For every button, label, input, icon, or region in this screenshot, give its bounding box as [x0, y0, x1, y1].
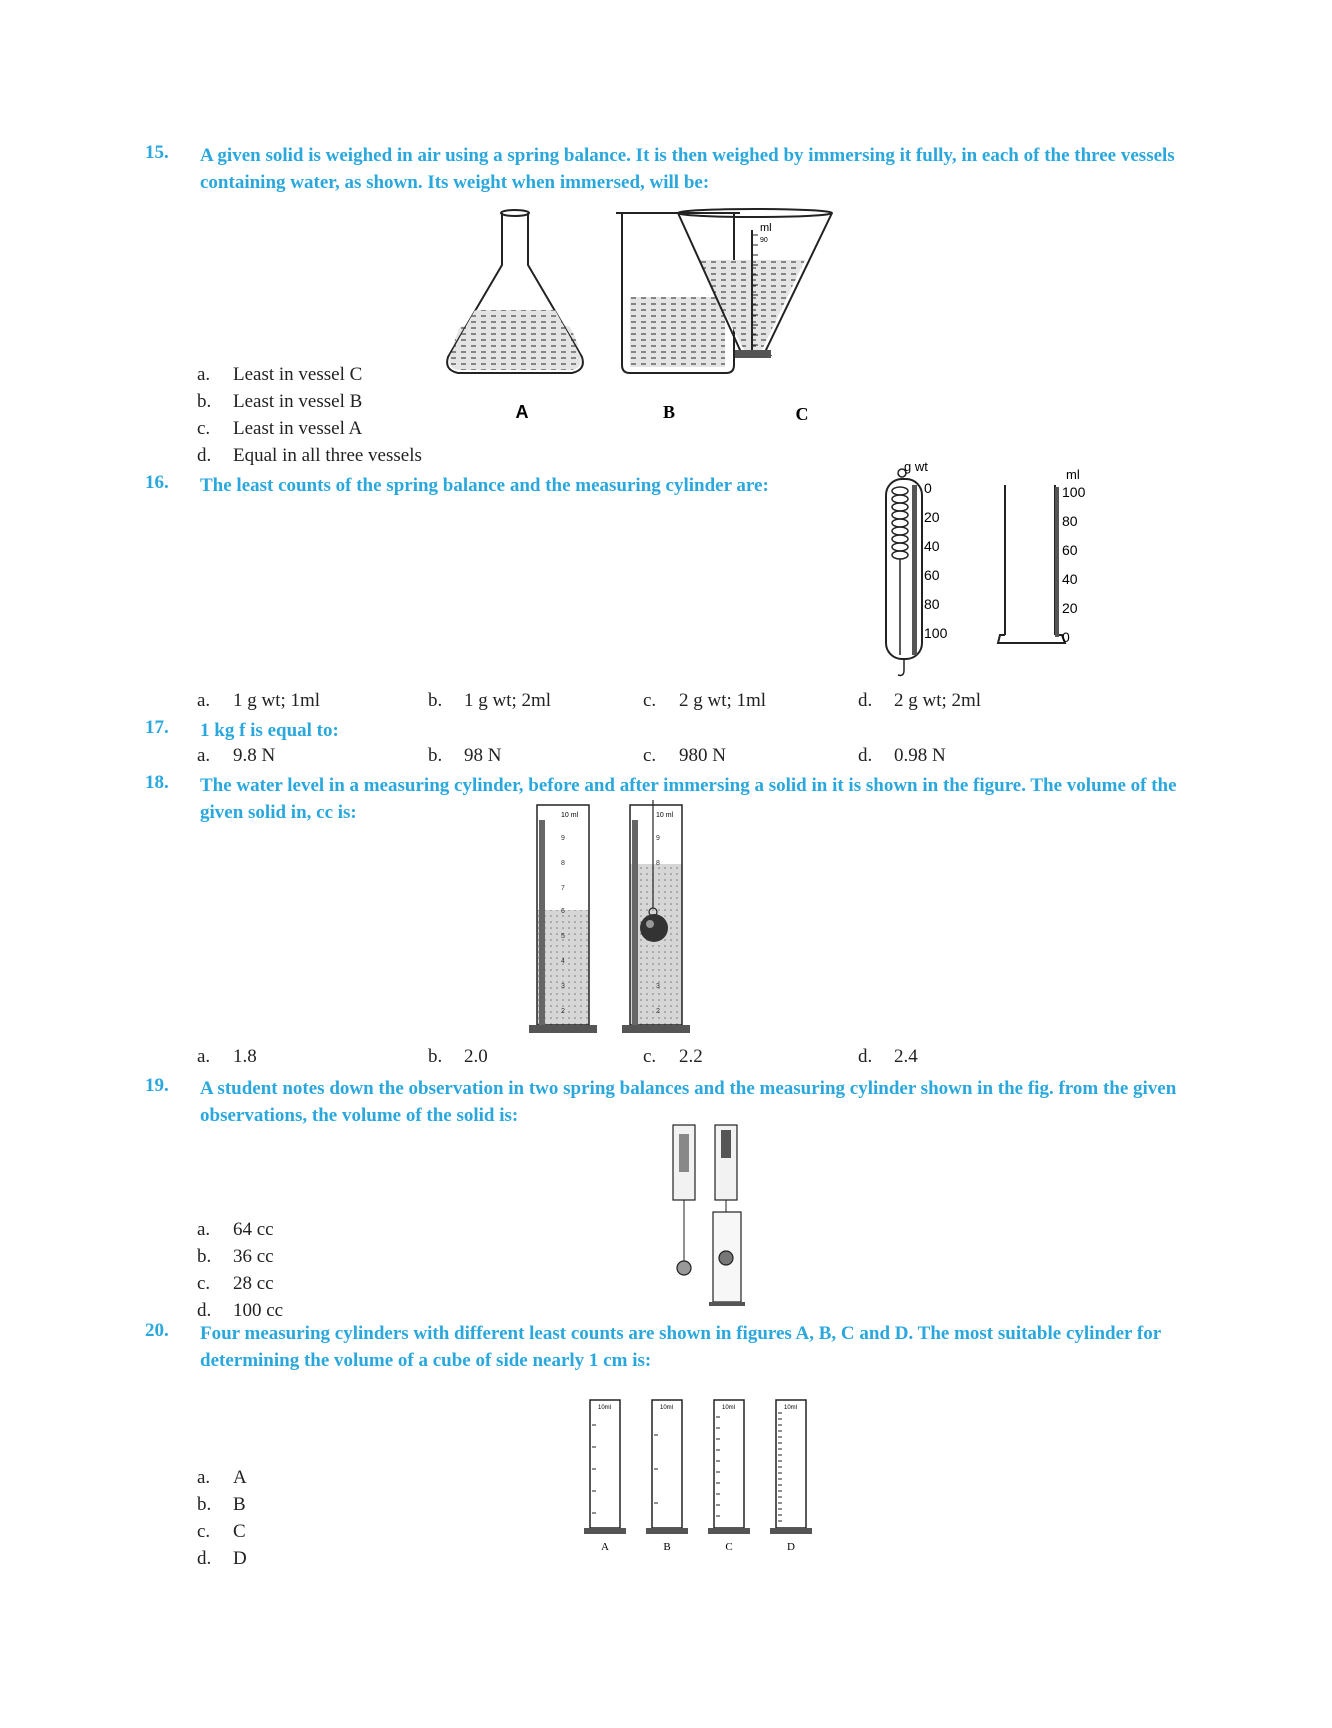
cylinder-before-top-label: 10 ml [561, 812, 579, 819]
q19-option-d[interactable]: d. 100 cc [197, 1300, 284, 1321]
question-18-text: The water level in a measuring cylinder, before and after immersing a solid in it is shown in the figure. The volume of the given solid in, cc is: [200, 775, 1177, 823]
question-20-number: 20. [145, 1320, 169, 1341]
figure-q20-cylinders [580, 1395, 840, 1555]
question-15-number: 15. [145, 142, 169, 163]
svg-text:10ml: 10ml [660, 1405, 674, 1411]
spring-balance-1 [673, 1125, 695, 1275]
question-18-number: 18. [145, 772, 169, 793]
question-19-number: 19. [145, 1075, 169, 1096]
question-16-text: The least counts of the spring balance and the measuring cylinder are: [200, 475, 769, 496]
q17-option-a[interactable]: a. 9.8 N [197, 745, 276, 766]
cylinder-a-label: A [601, 1541, 609, 1553]
svg-text:80: 80 [1062, 513, 1078, 529]
svg-text:20: 20 [1062, 600, 1078, 616]
vessel-c-top-value: 90 [760, 237, 768, 244]
balance-unit: g wt [904, 459, 928, 474]
svg-text:2: 2 [561, 1008, 565, 1015]
cylinder-d-label: D [787, 1541, 795, 1553]
question-15-text: A given solid is weighed in air using a spring balance. It is then weighed by immersing it fully, in each of the three vessels containing water, as shown. Its weight when immersed, will be: [200, 145, 1175, 193]
measuring-cylinder [998, 467, 1086, 645]
svg-text:10ml: 10ml [784, 1405, 798, 1411]
q18-option-a[interactable]: a. 1.8 [197, 1046, 257, 1067]
q15-option-a[interactable]: a. Least in vessel C [197, 364, 363, 385]
q17-option-b[interactable]: b. 98 N [428, 745, 502, 766]
spring-balance-2 [709, 1125, 745, 1306]
cylinder-b-label: B [663, 1541, 671, 1553]
svg-text:0: 0 [924, 480, 932, 496]
cylinder-c-label: C [725, 1541, 733, 1553]
q20-option-c[interactable]: c. C [197, 1521, 246, 1542]
svg-text:60: 60 [1062, 542, 1078, 558]
q19-option-a[interactable]: a. 64 cc [197, 1219, 274, 1240]
q17-option-c[interactable]: c. 980 N [643, 745, 726, 766]
svg-text:9: 9 [561, 835, 565, 842]
svg-text:100: 100 [924, 625, 948, 641]
svg-text:3: 3 [656, 983, 660, 990]
svg-text:10ml: 10ml [598, 1405, 612, 1411]
q16-option-a[interactable]: a. 1 g wt; 1ml [197, 690, 321, 711]
vessel-a-flask [447, 210, 583, 373]
cylinder-after [622, 800, 690, 1033]
question-17-number: 17. [145, 717, 169, 738]
cylinder-c [708, 1400, 750, 1553]
label-c: C [795, 404, 809, 424]
q16-option-c[interactable]: c. 2 g wt; 1ml [643, 690, 767, 711]
svg-text:40: 40 [1062, 571, 1078, 587]
q20-option-b[interactable]: b. B [197, 1494, 246, 1515]
question-19-text: A student notes down the observation in two spring balances and the measuring cylinder shown in the fig. from the given observations, the volume of the solid is: [200, 1078, 1177, 1126]
svg-text:6: 6 [561, 908, 565, 915]
q20-option-d[interactable]: d. D [197, 1548, 247, 1569]
svg-text:10ml: 10ml [722, 1405, 736, 1411]
q16-option-b[interactable]: b. 1 g wt; 2ml [428, 690, 552, 711]
label-b: B [662, 402, 676, 422]
svg-text:80: 80 [924, 596, 940, 612]
q18-option-b[interactable]: b. 2.0 [428, 1046, 488, 1067]
q16-option-d[interactable]: d. 2 g wt; 2ml [858, 690, 982, 711]
svg-text:8: 8 [656, 860, 660, 867]
question-20-text: Four measuring cylinders with different least counts are shown in figures A, B, C and D. The most suitable cylinder for determining the volume of a cube of side nearly 1 cm is: [200, 1323, 1161, 1371]
svg-text:20: 20 [924, 509, 940, 525]
cylinder-after-top-label: 10 ml [656, 812, 674, 819]
figure-q19-spring-balances [665, 1120, 765, 1310]
svg-text:60: 60 [924, 567, 940, 583]
svg-text:4: 4 [561, 958, 565, 965]
q15-option-d[interactable]: d. Equal in all three vessels [197, 445, 422, 466]
q20-option-a[interactable]: a. A [197, 1467, 247, 1488]
figure-q18-cylinders [525, 800, 725, 1040]
q19-option-c[interactable]: c. 28 cc [197, 1273, 274, 1294]
question-16-number: 16. [145, 472, 169, 493]
svg-text:2: 2 [656, 1008, 660, 1015]
q15-option-b[interactable]: b. Least in vessel B [197, 391, 363, 412]
cylinder-b [646, 1400, 688, 1553]
cylinder-d [770, 1400, 812, 1553]
figure-q15-vessels [440, 205, 880, 430]
svg-text:100: 100 [1062, 484, 1086, 500]
svg-text:0: 0 [1062, 629, 1070, 645]
label-a: A [515, 402, 529, 422]
q15-option-c[interactable]: c. Least in vessel A [197, 418, 363, 439]
q19-option-b[interactable]: b. 36 cc [197, 1246, 274, 1267]
svg-text:7: 7 [561, 885, 565, 892]
q18-option-c[interactable]: c. 2.2 [643, 1046, 703, 1067]
vessel-c-unit: ml [760, 222, 772, 234]
cylinder-before [529, 805, 597, 1033]
svg-text:9: 9 [656, 835, 660, 842]
q18-option-d[interactable]: d. 2.4 [858, 1046, 918, 1067]
svg-text:40: 40 [924, 538, 940, 554]
spring-balance [886, 459, 948, 675]
cylinder-unit: ml [1066, 467, 1080, 482]
cylinder-a [584, 1400, 626, 1553]
svg-text:8: 8 [561, 860, 565, 867]
question-17-text: 1 kg f is equal to: [200, 720, 339, 741]
svg-text:3: 3 [561, 983, 565, 990]
figure-q16-balance-cylinder [860, 455, 1110, 680]
svg-text:5: 5 [561, 933, 565, 940]
q17-option-d[interactable]: d. 0.98 N [858, 745, 946, 766]
